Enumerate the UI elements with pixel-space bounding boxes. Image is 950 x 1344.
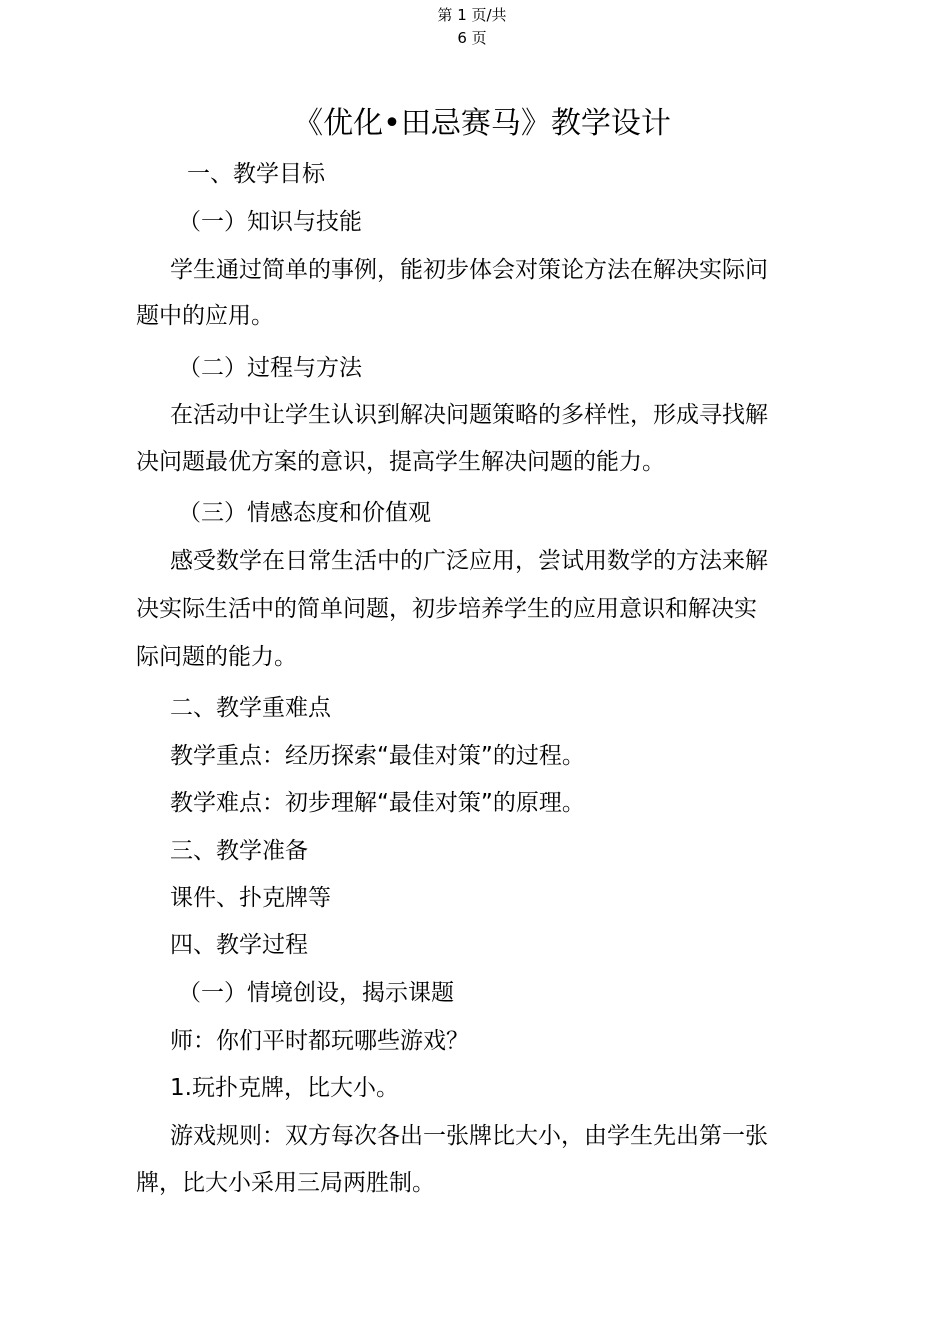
paragraph-process-line-1: 在活动中让学生认识到解决问题策略的多样性，形成寻找解 xyxy=(170,402,768,428)
page-number-line-2: 6 页 xyxy=(457,29,487,47)
section-heading-preparation: 三、教学准备 xyxy=(170,838,308,864)
document-title: 《优化•田忌赛马》教学设计 xyxy=(293,106,671,141)
teacher-question: 师：你们平时都玩哪些游戏？ xyxy=(170,1028,469,1054)
page-number-line-1: 第 1 页/共 xyxy=(437,6,507,24)
section-heading-key-points: 二、教学重难点 xyxy=(170,695,331,721)
subsection-heading-situation: （一）情境创设，揭示课题 xyxy=(178,980,454,1006)
list-item-1: 1.玩扑克牌，比大小。 xyxy=(170,1075,399,1101)
paragraph-values-line-2: 决实际生活中的简单问题，初步培养学生的应用意识和解决实 xyxy=(136,596,757,622)
key-point-text: 教学重点：经历探索“最佳对策”的过程。 xyxy=(170,743,585,769)
subsection-heading-knowledge: （一）知识与技能 xyxy=(178,209,362,235)
section-heading-objectives: 一、教学目标 xyxy=(187,161,325,187)
subsection-heading-process: （二）过程与方法 xyxy=(178,355,362,381)
preparation-text: 课件、扑克牌等 xyxy=(170,885,331,911)
difficult-point-text: 教学难点：初步理解“最佳对策”的原理。 xyxy=(170,790,585,816)
subsection-heading-values: （三）情感态度和价值观 xyxy=(178,500,431,526)
paragraph-knowledge-line-2: 题中的应用。 xyxy=(136,303,274,329)
game-rule-line-2: 牌，比大小采用三局两胜制。 xyxy=(136,1170,435,1196)
game-rule-line-1: 游戏规则：双方每次各出一张牌比大小，由学生先出第一张 xyxy=(170,1123,768,1149)
section-heading-process: 四、教学过程 xyxy=(170,932,308,958)
paragraph-values-line-1: 感受数学在日常生活中的广泛应用，尝试用数学的方法来解 xyxy=(170,548,768,574)
paragraph-values-line-3: 际问题的能力。 xyxy=(136,644,297,670)
page-number-header xyxy=(0,4,944,50)
paragraph-process-line-2: 决问题最优方案的意识，提高学生解决问题的能力。 xyxy=(136,449,665,475)
paragraph-knowledge-line-1: 学生通过简单的事例，能初步体会对策论方法在解决实际问 xyxy=(170,257,768,283)
